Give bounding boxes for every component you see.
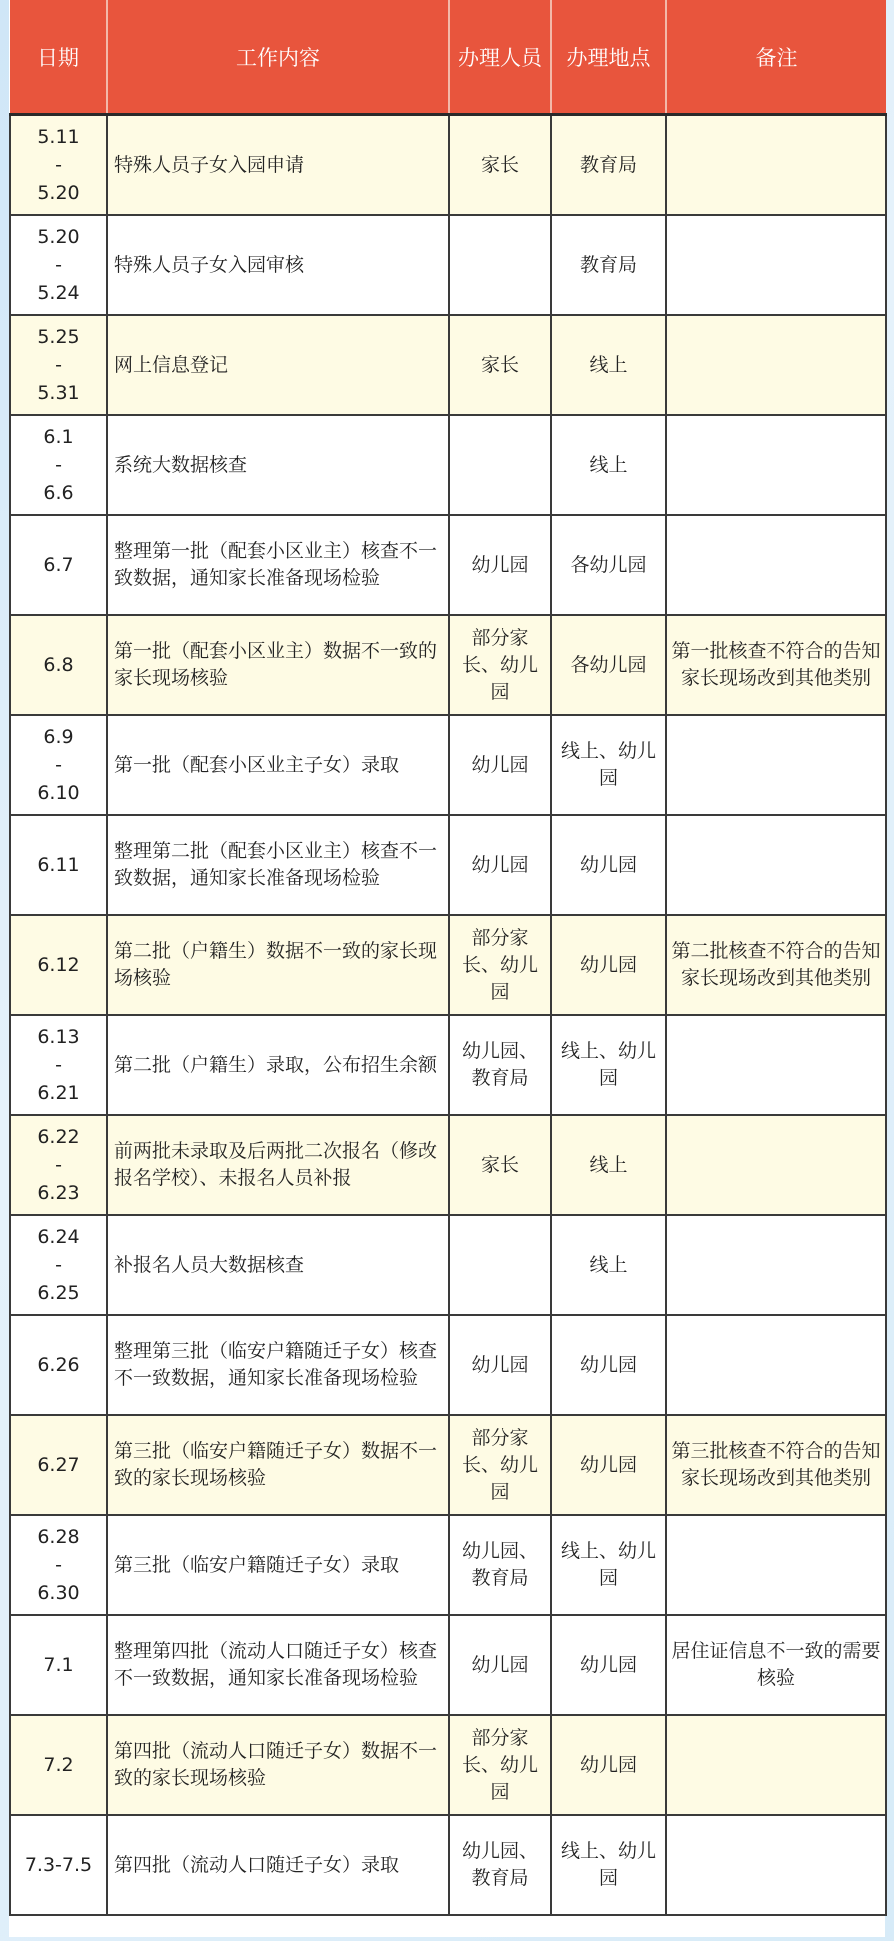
note-cell: [666, 1715, 886, 1815]
note-cell: [666, 115, 886, 216]
date-cell: [10, 1715, 107, 1815]
note-cell: [666, 415, 886, 515]
table-row: [10, 515, 886, 615]
note-cell: 第三批核查不符合的告知家长现场改到其他类别: [666, 1415, 886, 1515]
note-cell: [666, 1015, 886, 1115]
table-row: [10, 1115, 886, 1215]
header-task: 工作内容: [107, 0, 449, 115]
person-cell: 幼儿园、教育局: [449, 1015, 551, 1115]
date-cell: [10, 1515, 107, 1615]
date-end: 6.25: [37, 1282, 80, 1304]
date-sep: -: [55, 254, 62, 276]
note-cell: [666, 1315, 886, 1415]
date-cell: [10, 1415, 107, 1515]
task-cell: 整理第四批（流动人口随迁子女）核查不一致数据，通知家长准备现场检验: [107, 1615, 449, 1715]
date-start: 5.11: [37, 126, 80, 148]
task-cell: 系统大数据核查: [107, 415, 449, 515]
date-cell: [10, 815, 107, 915]
person-cell: 幼儿园: [449, 515, 551, 615]
table-row: [10, 115, 886, 216]
person-cell: 幼儿园、教育局: [449, 1515, 551, 1615]
task-cell: 第一批（配套小区业主子女）录取: [107, 715, 449, 815]
table-row: [10, 1215, 886, 1315]
task-cell: 前两批未录取及后两批二次报名（修改报名学校）、未报名人员补报: [107, 1115, 449, 1215]
date-sep: -: [55, 454, 62, 476]
table-body: [10, 115, 886, 1916]
place-cell: 线上、幼儿园: [551, 1015, 666, 1115]
date-end: 5.20: [37, 182, 80, 204]
date-sep: -: [55, 154, 62, 176]
task-cell: 第四批（流动人口随迁子女）数据不一致的家长现场核验: [107, 1715, 449, 1815]
date-start: 6.7: [43, 554, 74, 576]
person-cell: 幼儿园: [449, 1615, 551, 1715]
date-cell: [10, 315, 107, 415]
place-cell: 线上: [551, 1215, 666, 1315]
place-cell: 幼儿园: [551, 1415, 666, 1515]
date-cell: [10, 515, 107, 615]
date-start: 5.25: [37, 326, 80, 348]
person-cell: 部分家长、幼儿园: [449, 615, 551, 715]
date-cell: [10, 1215, 107, 1315]
table-row: [10, 1515, 886, 1615]
place-cell: 各幼儿园: [551, 615, 666, 715]
date-cell: [10, 1015, 107, 1115]
date-sep: -: [55, 754, 62, 776]
task-cell: 网上信息登记: [107, 315, 449, 415]
date-start: 5.20: [37, 226, 80, 248]
note-cell: 居住证信息不一致的需要核验: [666, 1615, 886, 1715]
date-start: 6.28: [37, 1526, 80, 1548]
place-cell: 线上、幼儿园: [551, 715, 666, 815]
table-row: [10, 1815, 886, 1915]
note-cell: 第二批核查不符合的告知家长现场改到其他类别: [666, 915, 886, 1015]
table-row: [10, 315, 886, 415]
person-cell: 家长: [449, 115, 551, 216]
date-start: 6.11: [37, 854, 80, 876]
date-start: 6.22: [37, 1126, 80, 1148]
place-cell: 各幼儿园: [551, 515, 666, 615]
date-cell: [10, 1315, 107, 1415]
place-cell: 幼儿园: [551, 1715, 666, 1815]
date-start: 6.12: [37, 954, 80, 976]
header-person: 办理人员: [449, 0, 551, 115]
note-cell: 第一批核查不符合的告知家长现场改到其他类别: [666, 615, 886, 715]
date-cell: [10, 715, 107, 815]
place-cell: 幼儿园: [551, 1615, 666, 1715]
note-cell: [666, 515, 886, 615]
date-start: 7.1: [43, 1654, 74, 1676]
table-row: [10, 715, 886, 815]
date-sep: -: [55, 1254, 62, 1276]
date-start: 6.8: [43, 654, 74, 676]
date-sep: -: [55, 354, 62, 376]
place-cell: 线上、幼儿园: [551, 1815, 666, 1915]
date-end: 6.10: [37, 782, 80, 804]
table-row: [10, 815, 886, 915]
date-start: 6.26: [37, 1354, 80, 1376]
place-cell: 线上: [551, 315, 666, 415]
header-date: 日期: [10, 0, 107, 115]
person-cell: 部分家长、幼儿园: [449, 1715, 551, 1815]
task-cell: 整理第一批（配套小区业主）核查不一致数据，通知家长准备现场检验: [107, 515, 449, 615]
task-cell: 整理第三批（临安户籍随迁子女）核查不一致数据，通知家长准备现场检验: [107, 1315, 449, 1415]
date-sep: -: [55, 1054, 62, 1076]
note-cell: [666, 1215, 886, 1315]
task-cell: 第三批（临安户籍随迁子女）数据不一致的家长现场核验: [107, 1415, 449, 1515]
date-cell: [10, 415, 107, 515]
header-row: [10, 0, 886, 115]
note-cell: [666, 1815, 886, 1915]
task-cell: 整理第二批（配套小区业主）核查不一致数据，通知家长准备现场检验: [107, 815, 449, 915]
table-row: [10, 1715, 886, 1815]
table-row: [10, 1615, 886, 1715]
task-cell: 特殊人员子女入园申请: [107, 115, 449, 216]
task-cell: 补报名人员大数据核查: [107, 1215, 449, 1315]
person-cell: 家长: [449, 1115, 551, 1215]
person-cell: 部分家长、幼儿园: [449, 1415, 551, 1515]
date-end: 6.21: [37, 1082, 80, 1104]
table-header: [10, 0, 886, 115]
date-cell: [10, 215, 107, 315]
place-cell: 线上、幼儿园: [551, 1515, 666, 1615]
task-cell: 第一批（配套小区业主）数据不一致的家长现场核验: [107, 615, 449, 715]
task-cell: 第二批（户籍生）数据不一致的家长现场核验: [107, 915, 449, 1015]
date-start: 6.1: [43, 426, 74, 448]
note-cell: [666, 215, 886, 315]
person-cell: 幼儿园: [449, 715, 551, 815]
table-row: [10, 1415, 886, 1515]
person-cell: 幼儿园、教育局: [449, 1815, 551, 1915]
note-cell: [666, 815, 886, 915]
table-row: [10, 1015, 886, 1115]
date-start: 7.2: [43, 1754, 74, 1776]
date-start: 6.24: [37, 1226, 80, 1248]
task-cell: 第四批（流动人口随迁子女）录取: [107, 1815, 449, 1915]
header-note: 备注: [666, 0, 886, 115]
place-cell: 幼儿园: [551, 915, 666, 1015]
schedule-table-frame: [9, 0, 885, 1937]
date-end: 5.24: [37, 282, 80, 304]
note-cell: [666, 315, 886, 415]
table-row: [10, 615, 886, 715]
date-cell: [10, 915, 107, 1015]
task-cell: 特殊人员子女入园审核: [107, 215, 449, 315]
table-row: [10, 415, 886, 515]
date-cell: [10, 1615, 107, 1715]
task-cell: 第三批（临安户籍随迁子女）录取: [107, 1515, 449, 1615]
person-cell: [449, 215, 551, 315]
date-cell: [10, 615, 107, 715]
date-end: 6.30: [37, 1582, 80, 1604]
date-start: 6.9: [43, 726, 74, 748]
note-cell: [666, 1115, 886, 1215]
date-cell: [10, 1115, 107, 1215]
person-cell: [449, 415, 551, 515]
header-place: 办理地点: [551, 0, 666, 115]
task-cell: 第二批（户籍生）录取，公布招生余额: [107, 1015, 449, 1115]
note-cell: [666, 715, 886, 815]
enrollment-schedule-table: [9, 0, 887, 1916]
date-start: 7.3-7.5: [24, 1854, 93, 1876]
person-cell: 幼儿园: [449, 815, 551, 915]
table-row: [10, 1315, 886, 1415]
date-end: 6.6: [43, 482, 74, 504]
date-sep: -: [55, 1554, 62, 1576]
date-end: 5.31: [37, 382, 80, 404]
date-sep: -: [55, 1154, 62, 1176]
table-row: [10, 215, 886, 315]
person-cell: 家长: [449, 315, 551, 415]
table-row: [10, 915, 886, 1015]
date-cell: [10, 1815, 107, 1915]
date-cell: [10, 115, 107, 216]
date-start: 6.27: [37, 1454, 80, 1476]
person-cell: 幼儿园: [449, 1315, 551, 1415]
note-cell: [666, 1515, 886, 1615]
date-start: 6.13: [37, 1026, 80, 1048]
place-cell: 教育局: [551, 115, 666, 216]
place-cell: 幼儿园: [551, 815, 666, 915]
place-cell: 教育局: [551, 215, 666, 315]
place-cell: 线上: [551, 1115, 666, 1215]
person-cell: 部分家长、幼儿园: [449, 915, 551, 1015]
person-cell: [449, 1215, 551, 1315]
date-end: 6.23: [37, 1182, 80, 1204]
place-cell: 线上: [551, 415, 666, 515]
place-cell: 幼儿园: [551, 1315, 666, 1415]
